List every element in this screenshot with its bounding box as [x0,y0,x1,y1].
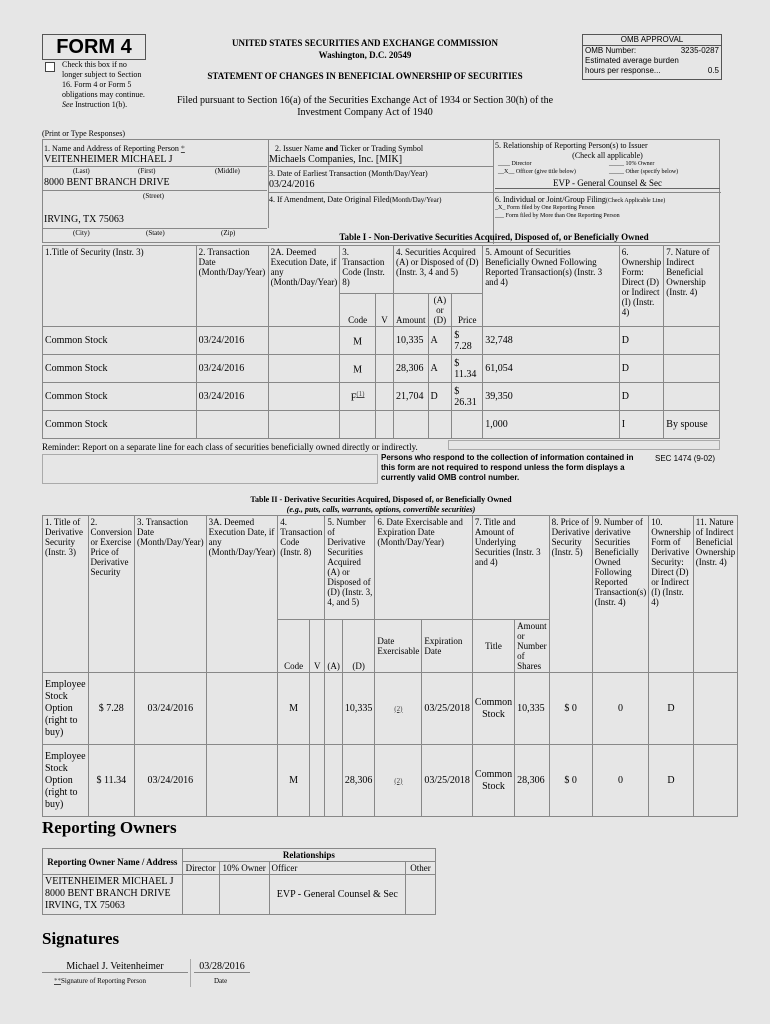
issuer-label-pre: 2. Issuer Name [275,144,324,153]
t1-code [340,383,376,411]
last-label: (Last) [73,167,90,175]
t2-conversion-price: $ 7.28 [88,673,135,745]
t1-ownership-form: I [619,411,664,439]
t1-aord [428,411,452,439]
t1-price [452,355,483,383]
table2-subtitle: (e.g., puts, calls, warrants, options, convertible securities) [286,505,476,514]
middle-label: (Middle) [215,167,240,175]
joint-sub: (Check Applicable Line) [605,198,666,204]
t2-v [310,745,325,817]
t1-sub-amount: Amount [393,294,428,327]
t1-security-title: Common Stock [43,327,197,355]
t1-v [376,411,394,439]
t2-h5: 5. Number of Derivative Securities Acquired (A) or Disposed of (D) (Instr. 3, 4, and 5) [325,516,375,620]
t1-price-value: 11.34 [454,368,477,380]
filed-line2: Investment Company Act of 1940 [297,107,433,118]
t1-v [376,355,394,383]
t1-h6: 6. Ownership Form: Direct (D) or Indirect (I) (Instr. 4) [619,246,664,327]
t1-security-title: Common Stock [43,355,197,383]
t1-price-value: 7.28 [454,340,472,352]
t2-owned: 0 [592,673,649,745]
t1-h2: 2. Transaction Date (Month/Day/Year) [196,246,268,327]
t2-deemed-date [206,745,278,817]
t1-h2a: 2A. Deemed Execution Date, if any (Month/Day/Year) [268,246,340,327]
t2-exercisable-footnote[interactable]: (2) [394,776,403,785]
t2-h11: 11. Nature of Indirect Beneficial Ownership (Instr. 4) [693,516,737,673]
t1-h5: 5. Amount of Securities Beneficially Owned Following Reported Transaction(s) (Instr. 3 and 4) [483,246,620,327]
t1-code-footnote[interactable]: (1) [356,390,365,399]
t2-exercisable-footnote[interactable]: (2) [394,704,403,713]
t2-h2: 2. Conversion or Exercise Price of Derivative Security [88,516,135,673]
t1-code [340,411,376,439]
t2-date-exercisable [375,673,422,745]
t1-amount [393,411,428,439]
t1-v [376,383,394,411]
t1-security-title: Common Stock [43,411,197,439]
owner-10pct [219,875,269,915]
reminder-box [42,454,378,484]
issuer-label-post: Ticker or Trading Symbol [339,144,424,153]
t1-code-text: M [353,364,363,376]
street-label: (Street) [143,192,164,200]
signature-vdivider [190,959,191,987]
omb-number-label: OMB Number: [585,46,637,55]
no-longer-subject-checkbox[interactable] [45,62,55,72]
instruction-text: Instruction 1(b). [75,100,128,109]
issuer-label [275,144,423,153]
signature-label [54,977,146,985]
t2-h3: 3. Transaction Date (Month/Day/Year) [135,516,207,673]
t1-nature [664,383,720,411]
t1-sub-code: Code [340,294,376,327]
t2-acquired [325,745,343,817]
street-divider [43,190,267,191]
omb-burden-label: Estimated average burden [585,56,679,65]
t1-sub-price: Price [452,294,483,327]
t2-sub-code: Code [278,620,310,673]
officer-title: EVP - General Counsel & Sec [495,178,720,189]
persons-notice: Persons who respond to the collection of information contained in this form are not required to respond unless the form displays a currently valid OMB control number. [381,453,634,482]
t1-code-text: F [350,392,357,404]
t2-conversion-price: $ 11.34 [88,745,135,817]
t2-sub-expiration: Expiration Date [422,620,473,673]
t1-aord: A [428,327,452,355]
owner-name-address [43,875,183,915]
t2-nature [693,745,737,817]
table1-row [43,327,720,355]
t1-nature-text: By spouse [666,419,708,430]
date-divider [269,192,493,193]
reporting-person-block [42,139,720,243]
owners-col-10pct: 10% Owner [219,862,269,875]
issuer-divider [269,166,493,167]
joint-label [495,195,665,204]
t1-owned: 39,350 [483,383,620,411]
t2-v [310,673,325,745]
zip-label: (Zip) [221,229,236,237]
t1-owned: 32,748 [483,327,620,355]
t1-price-value: 26.31 [454,396,477,408]
owner-street: 8000 BENT BRANCH DRIVE [45,888,171,899]
omb-title: OMB APPROVAL [583,35,721,46]
t2-h1: 1. Title of Derivative Security (Instr. 3) [43,516,89,673]
signature-date-label: Date [214,977,228,985]
table1-row [43,355,720,383]
amend-label [269,195,441,204]
table1-row [43,383,720,411]
first-label: (First) [138,167,156,175]
checkbox-label: Check this box if no longer subject to Section 16. Form 4 or Form 5 obligations may continue. [62,60,145,99]
t2-sub-a: (A) [325,620,343,673]
signature-date: 03/28/2016 [194,961,250,973]
t2-h3a: 3A. Deemed Execution Date, if any (Month/Day/Year) [206,516,278,673]
t2-acquired [325,673,343,745]
t1-price-symbol: $ [454,385,460,397]
t1-nature [664,327,720,355]
joint-more[interactable]: ___ Form filed by More than One Reporting Person [495,213,620,219]
t1-code [340,327,376,355]
city-state-zip: IRVING, TX 75063 [44,214,124,225]
agency-line1: UNITED STATES SECURITIES AND EXCHANGE COMMISSION [232,38,498,48]
joint-one[interactable]: _X_ Form filed by One Reporting Person [495,205,595,211]
t1-price [452,383,483,411]
t1-transaction-date: 03/24/2016 [196,355,268,383]
form-title: FORM 4 [56,36,132,58]
owners-col-other: Other [406,862,436,875]
filed-line1: Filed pursuant to Section 16(a) of the Securities Exchange Act of 1934 or Section 30(h) of the [176,95,554,106]
t2-h8: 8. Price of Derivative Security (Instr. 5) [549,516,592,673]
t2-underlying-title: Common Stock [472,673,514,745]
t2-nature [693,673,737,745]
t2-code: M [278,745,310,817]
issuer-name: Michaels Companies, Inc. [MIK] [269,154,403,165]
t2-expiration-date: 03/25/2018 [422,745,473,817]
table1 [42,245,720,439]
relationship-label: 5. Relationship of Reporting Person(s) to Issuer [495,141,648,150]
t1-price [452,327,483,355]
t1-amount: 28,306 [393,355,428,383]
rel-10pct[interactable]: _____ 10% Owner [609,161,655,167]
table2 [42,515,738,817]
t2-deemed-date [206,673,278,745]
t1-transaction-date: 03/24/2016 [196,327,268,355]
checkbox-text [62,60,146,110]
table2-header-row [43,516,738,620]
t1-amount: 10,335 [393,327,428,355]
t1-price-symbol: $ [454,329,460,341]
omb-approval-box [582,34,722,80]
owners-row [43,875,436,915]
t1-transaction-date [196,411,268,439]
t2-transaction-date: 03/24/2016 [135,673,207,745]
t2-derivative-price: $ 0 [549,745,592,817]
joint-label-text: 6. Individual or Joint/Group Filing [495,195,606,204]
owners-col-officer: Officer [269,862,405,875]
omb-hours-row [583,66,721,76]
t2-sub-d: (D) [342,620,375,673]
t1-sub-aord: (A) or (D) [428,294,452,327]
t1-ownership-form: D [619,355,664,383]
city-label: (City) [73,229,90,237]
t2-ownership-form: D [649,745,694,817]
state-label: (State) [146,229,165,237]
rel-officer[interactable]: __X__ Officer (give title below) [498,169,576,175]
t1-deemed-date [268,355,340,383]
rel-other[interactable]: _____ Other (specify below) [609,169,679,175]
t2-transaction-date: 03/24/2016 [135,745,207,817]
t1-deemed-date [268,383,340,411]
name-star-link[interactable]: * [180,144,185,153]
t2-expiration-date: 03/25/2018 [422,673,473,745]
t2-date-exercisable [375,745,422,817]
issuer-label-and: and [325,144,339,153]
t2-underlying-amount: 28,306 [515,745,550,817]
owners-table [42,848,436,915]
t2-sub-amount: Amount or Number of Shares [515,620,550,673]
t2-sub-v: V [310,620,325,673]
form-label-box [42,34,146,60]
omb-hours: 0.5 [707,66,719,75]
owners-col-rel: Relationships [182,849,435,862]
name-address-label [44,144,185,153]
t1-owned: 61,054 [483,355,620,383]
reminder-box-right [448,440,720,450]
t2-h9: 9. Number of derivative Securities Beneficially Owned Following Reported Transaction(s) (Instr. 4) [592,516,649,673]
t1-deemed-date [268,327,340,355]
t1-h4: 4. Securities Acquired (A) or Disposed of (D) (Instr. 3, 4 and 5) [393,246,482,294]
street-address: 8000 BENT BRANCH DRIVE [44,177,170,188]
signature-star-link[interactable]: ** [54,977,61,985]
table1-title: Table I - Non-Derivative Securities Acquired, Disposed of, or Beneficially Owned [339,232,649,242]
amend-label-text: 4. If Amendment, Date Original Filed [269,195,390,204]
t2-h10: 10. Ownership Form of Derivative Security: Direct (D) or Indirect (I) (Instr. 4) [649,516,694,673]
owner-other [406,875,436,915]
owner-officer: EVP - General Counsel & Sec [269,875,405,915]
t2-security-title: Employee Stock Option (right to buy) [43,745,89,817]
reminder-text: Reminder: Report on a separate line for each class of securities beneficially owned directly or indirectly. [42,442,418,452]
owners-col-name: Reporting Owner Name / Address [43,849,183,875]
earliest-date: 03/24/2016 [269,179,315,190]
t1-code-text: M [353,336,363,348]
t2-ownership-form: D [649,673,694,745]
t2-h6: 6. Date Exercisable and Expiration Date (Month/Day/Year) [375,516,473,620]
owner-director [182,875,219,915]
t1-aord: A [428,355,452,383]
t2-derivative-price: $ 0 [549,673,592,745]
t2-sub-exercisable: Date Exercisable [375,620,422,673]
table1-header-row [43,246,720,294]
t1-nature [664,411,720,439]
t1-code [340,355,376,383]
t2-h7: 7. Title and Amount of Underlying Securities (Instr. 3 and 4) [472,516,549,620]
owner-name: VEITENHEIMER MICHAEL J [45,876,174,887]
t2-underlying-title: Common Stock [472,745,514,817]
table2-title: Table II - Derivative Securities Acquired, Disposed of, or Beneficially Owned [250,495,512,504]
t1-amount: 21,704 [393,383,428,411]
signature-label-text: Signature of Reporting Person [61,977,146,985]
owners-col-director: Director [182,862,219,875]
t1-h3: 3. Transaction Code (Instr. 8) [340,246,394,294]
owners-header-row [43,849,436,862]
t1-ownership-form: D [619,327,664,355]
table2-row [43,673,738,745]
t2-underlying-amount: 10,335 [515,673,550,745]
t2-security-title: Employee Stock Option (right to buy) [43,673,89,745]
t2-code: M [278,673,310,745]
t1-transaction-date: 03/24/2016 [196,383,268,411]
sec-code: SEC 1474 (9-02) [655,454,716,463]
t2-sub-title: Title [472,620,514,673]
t1-price [452,411,483,439]
rel-divider [493,192,721,193]
relationship-sub: (Check all applicable) [572,151,643,160]
table2-row [43,745,738,817]
t1-ownership-form: D [619,383,664,411]
t1-price-symbol: $ [454,357,460,369]
reporting-person-name: VEITENHEIMER MICHAEL J [44,154,173,165]
t1-nature [664,355,720,383]
t1-owned: 1,000 [483,411,620,439]
print-type-note: (Print or Type Responses) [42,129,126,138]
owners-heading: Reporting Owners [42,818,177,837]
omb-number-row [583,46,721,56]
signatures-heading: Signatures [42,929,120,948]
see-text: See [62,100,74,109]
table1-row [43,411,720,439]
t2-owned: 0 [592,745,649,817]
name-label: 1. Name and Address of Reporting Person [44,144,179,153]
t2-disposed: 28,306 [342,745,375,817]
t1-v [376,327,394,355]
statement-title: STATEMENT OF CHANGES IN BENEFICIAL OWNERSHIP OF SECURITIES [207,71,523,81]
rel-director[interactable]: ____ Director [498,161,532,167]
omb-hours-label: hours per response... [585,66,661,75]
t1-deemed-date [268,411,340,439]
signature-name: Michael J. Veitenheimer [42,961,188,973]
omb-number: 3235-0287 [680,46,719,55]
t1-security-title: Common Stock [43,383,197,411]
date-label: 3. Date of Earliest Transaction (Month/Day/Year) [269,169,428,178]
t1-aord: D [428,383,452,411]
t1-sub-v: V [376,294,394,327]
t2-h4: 4. Transaction Code (Instr. 8) [278,516,325,620]
agency-line2: Washington, D.C. 20549 [318,50,412,60]
t1-h7: 7. Nature of Indirect Beneficial Ownership (Instr. 4) [664,246,720,327]
owner-city: IRVING, TX 75063 [45,900,125,911]
amend-sub: (Month/Day/Year) [389,196,442,204]
t1-h1: 1.Title of Security (Instr. 3) [43,246,197,327]
t2-disposed: 10,335 [342,673,375,745]
